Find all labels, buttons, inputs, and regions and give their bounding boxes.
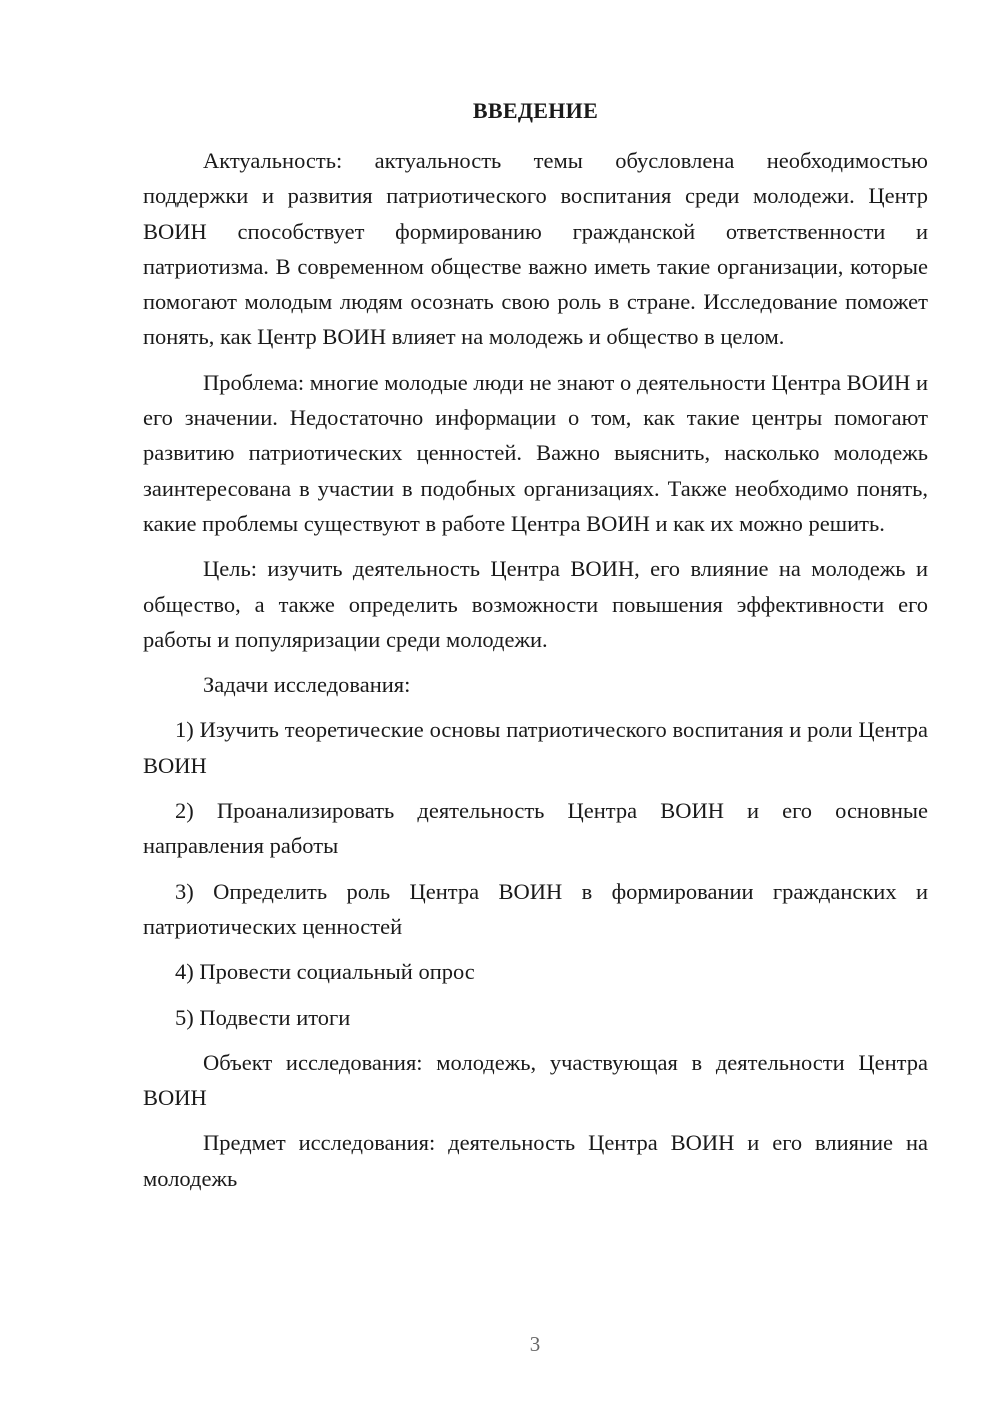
tasks-heading: Задачи исследования: [203,672,411,698]
subject-paragraph: Предмет исследования: деятельность Центра ВОИН и его влияние на молодежь [143,1130,928,1191]
document-page [143,95,928,1206]
relevance-paragraph: Актуальность: актуальность темы обусловлена необходимостью поддержки и развития патриотического воспитания среди молодежи. Центр ВОИН способствует формированию гражданской ответственности и патриотизма. В современном обществе важно иметь такие организации, которые помогают молодым людям осознать свою роль в стране. Исследование поможет понять, как Центр ВОИН влияет на молодежь и общество в целом. [143,148,928,350]
task-item-1: 1) Изучить теоретические основы патриотического воспитания и роли Центра ВОИН [143,717,928,778]
problem-paragraph: Проблема: многие молодые люди не знают о деятельности Центра ВОИН и его значении. Недостаточно информации о том, как такие центры помогают развитию патриотических ценностей. Важно выяснить, насколько молодежь заинтересована в участии в подобных организациях. Также необходимо понять, какие проблемы существуют в работе Центра ВОИН и как их можно решить. [143,369,928,536]
page-number: 3 [529,1332,541,1356]
task-item-4: 4) Провести социальный опрос [175,959,475,985]
task-item-5: 5) Подвести итоги [175,1004,351,1030]
section-title: ВВЕДЕНИЕ [472,98,599,123]
task-item-3: 3) Определить роль Центра ВОИН в формировании гражданских и патриотических ценностей [143,878,928,939]
task-item-2: 2) Проанализировать деятельность Центра ВОИН и его основные направления работы [143,798,928,859]
object-paragraph: Объект исследования: молодежь, участвующая в деятельности Центра ВОИН [143,1049,928,1111]
goal-paragraph: Цель: изучить деятельность Центра ВОИН, его влияние на молодежь и общество, а также определить возможности повышения эффективности его работы и популяризации среди молодежи. [143,556,928,652]
